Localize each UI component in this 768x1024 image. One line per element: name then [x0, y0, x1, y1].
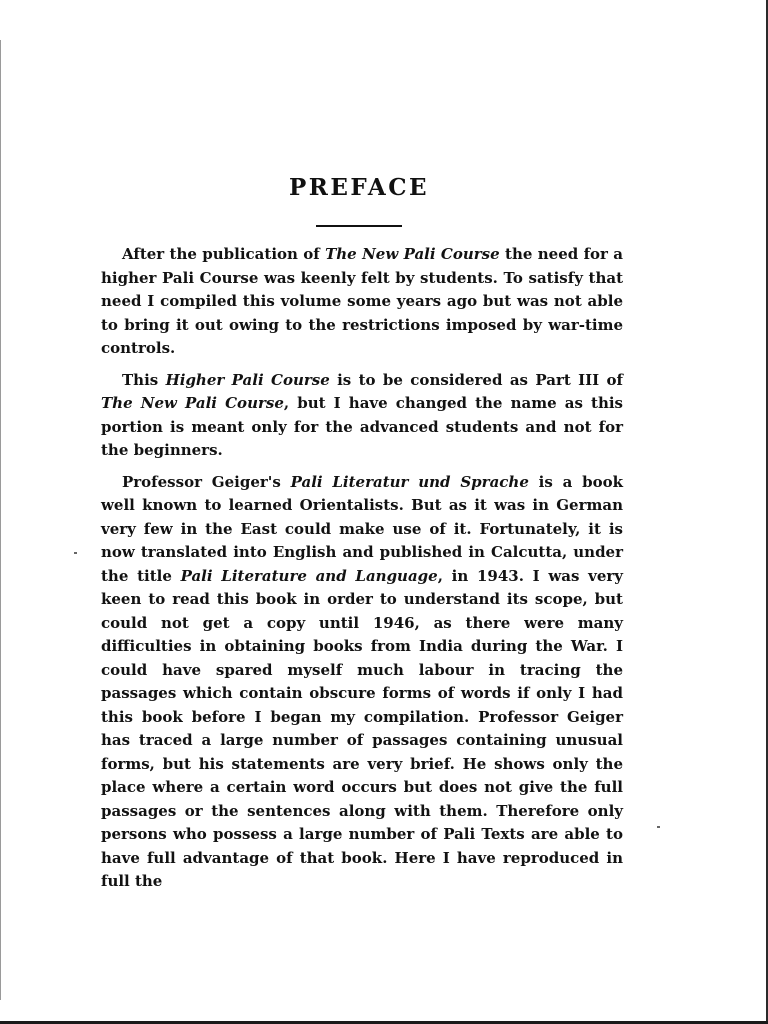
text-span: After the publication of: [122, 245, 326, 263]
scan-speck: [74, 552, 77, 554]
text-span: the need for a higher Pali Course was keenly felt by students. To satisfy that need I compiled this volume some years ago but was not able to bring it out owing to the restrictions imposed by war-time controls.: [101, 245, 623, 357]
text-span: , in 1943. I was very keen to read this book in order to understand its scope, but could not get a copy until 1946, as there were many difficulties in obtaining books from India during the War. I could have spared myself much labour in tracing the passages which contain obscure forms of words if only I had this book before I began my compilation. Professor Geiger has traced a large number of passages containing unusual forms, but his statements are very brief. He shows only the place where a certain word occurs but does not give the full passages or the sentences along with them. Therefore only persons who possess a large number of Pali Texts are able to have full advantage of that book. Here I have reproduced in full the: [101, 566, 623, 890]
book-title-italic: Pali Literatur und Sprache: [290, 472, 529, 491]
preface-body: [101, 243, 623, 894]
text-span: Professor Geiger's: [122, 472, 291, 491]
book-title-italic: Higher Pali Course: [165, 370, 330, 389]
text-span: , but I have changed the name as this portion is meant only for the advanced students and not for the beginners.: [101, 394, 624, 459]
book-title-italic: The New Pali Course: [101, 394, 284, 412]
paragraph-2: [101, 369, 623, 463]
text-span: is to be considered as Part III of: [329, 370, 624, 389]
paragraph-3: [101, 471, 623, 894]
text-span: is a book well known to learned Orientalists. But as it was in German very few in the East could make use of it. Fortunately, it is now translated into English and published in Calcutta, under the title: [101, 472, 624, 585]
page-title: PREFACE: [288, 174, 430, 201]
scan-speck: [657, 826, 660, 828]
book-title-italic: The New Pali Course: [325, 245, 500, 263]
book-title-italic: Pali Literature and Language: [180, 566, 438, 585]
text-span: This: [122, 370, 166, 389]
paragraph-1: [101, 243, 623, 361]
title-divider: [316, 225, 402, 227]
